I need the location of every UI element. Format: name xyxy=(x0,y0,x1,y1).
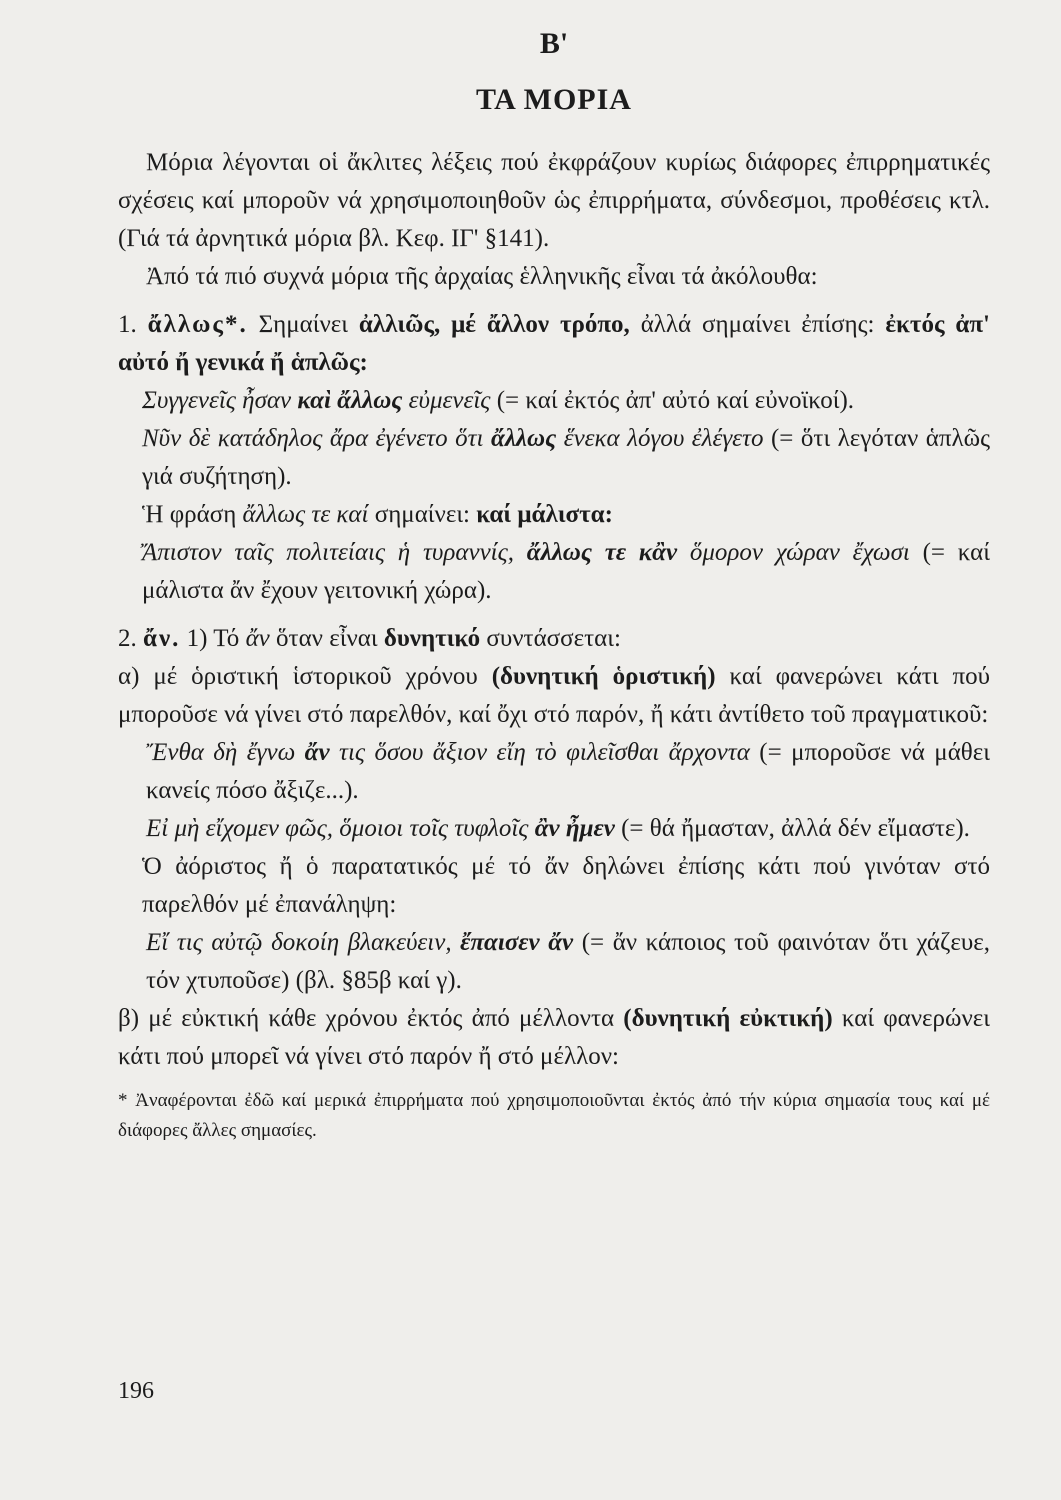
example: Εἴ τις αὐτῷ δοκοίη βλακεύειν, ἔπαισεν ἄν (= ἄν κάποιος τοῦ φαινόταν ὅτι χάζευε, τόν χτυποῦσε) (βλ. §85β καί γ). xyxy=(146,929,990,994)
page-number: 196 xyxy=(118,1378,154,1404)
note: Ὁ ἀόριστος ἤ ὁ παρατατικός μέ τό ἄν δηλώνει ἐπίσης κάτι πού γινόταν στό παρελθόν μέ ἐπανάληψη: xyxy=(142,853,990,918)
item-number: 2. xyxy=(118,625,137,652)
item-alloos: 1. ἄλλως*. Σημαίνει ἀλλιῶς, μέ ἄλλον τρόπο, ἀλλά σημαίνει ἐπίσης: ἐκτός ἀπ' αὐτό ἤ γενικά ἤ ἁπλῶς: xyxy=(118,311,990,376)
chapter-title: ΤΑ ΜΟΡΙΑ xyxy=(476,83,632,116)
subitem-b: β) μέ εὐκτική κάθε χρόνου ἐκτός ἀπό μέλλοντα (δυνητική εὐκτική) καί φανερώνει κάτι πού μπορεῖ νά γίνει στό παρόν ἤ στό μέλλον: xyxy=(118,1005,990,1070)
example: Ἔνθα δὴ ἔγνω ἄν τις ὅσου ἄξιον εἴη τὸ φιλεῖσθαι ἄρχοντα (= μποροῦσε νά μάθει κανείς πόσο ἄξιζε...). xyxy=(146,739,990,804)
footnote xyxy=(118,1086,990,1146)
example: Ἄπιστον ταῖς πολιτείαις ἡ τυραννίς, ἄλλως τε κἂν ὅμορον χώραν ἔχωσι (= καί μάλιστα ἄν ἔχουν γειτονική χώρα). xyxy=(142,539,990,604)
item-number: 1. xyxy=(118,311,137,338)
intro-paragraph: Μόρια λέγονται οἱ ἄκλιτες λέξεις πού ἐκφράζουν κυρίως διάφορες ἐπιρρηματικές σχέσεις καί μποροῦν νά χρησιμοποιηθοῦν ὡς ἐπιρρήματα, σύνδεσμοι, προθέσεις κτλ. (Γιά τά ἀρνητικά μόρια βλ. Κεφ. ΙΓ' §141). xyxy=(118,149,990,252)
page-content xyxy=(118,24,990,1146)
subitem-a: α) μέ ὁριστική ἱστορικοῦ χρόνου (δυνητική ὁριστική) καί φανερώνει κάτι πού μποροῦσε νά γίνει στό παρελθόν, καί ὄχι στό παρόν, ἤ κάτι ἀντίθετο τοῦ πραγματικοῦ: xyxy=(118,663,990,728)
item-headword: ἄν. xyxy=(143,625,181,652)
section-letter: B' xyxy=(539,27,569,60)
intro-paragraph-2: Ἀπό τά πιό συχνά μόρια τῆς ἀρχαίας ἑλληνικῆς εἶναι τά ἀκόλουθα: xyxy=(146,263,818,290)
note: Ἡ φράση ἄλλως τε καί σημαίνει: καί μάλιστα: xyxy=(142,501,613,528)
item-headword: ἄλλως*. xyxy=(147,311,248,338)
example: Συγγενεῖς ἦσαν καὶ ἄλλως εὐμενεῖς (= καί ἐκτός ἀπ' αὐτό καί εὐνοϊκοί). xyxy=(142,387,855,414)
example: Νῦν δὲ κατάδηλος ἄρα ἐγένετο ὅτι ἄλλως ἕνεκα λόγου ἐλέγετο (= ὅτι λεγόταν ἁπλῶς γιά συζήτηση). xyxy=(142,425,990,490)
footnote-mark: * xyxy=(118,1090,136,1111)
item-an: 2. ἄν. 1) Τό ἄν ὅταν εἶναι δυνητικό συντάσσεται: xyxy=(118,625,621,652)
footnote-text: Ἀναφέρονται ἐδῶ καί μερικά ἐπιρρήματα πού χρησιμοποιοῦνται ἐκτός ἀπό τήν κύρια σημασία τους καί μέ διάφορες ἄλλες σημασίες. xyxy=(118,1090,990,1141)
body-text xyxy=(118,144,990,1076)
example: Εἰ μὴ εἴχομεν φῶς, ὅμοιοι τοῖς τυφλοῖς ἂν ἦμεν (= θά ἤμασταν, ἀλλά δέν εἴμαστε). xyxy=(146,815,970,842)
